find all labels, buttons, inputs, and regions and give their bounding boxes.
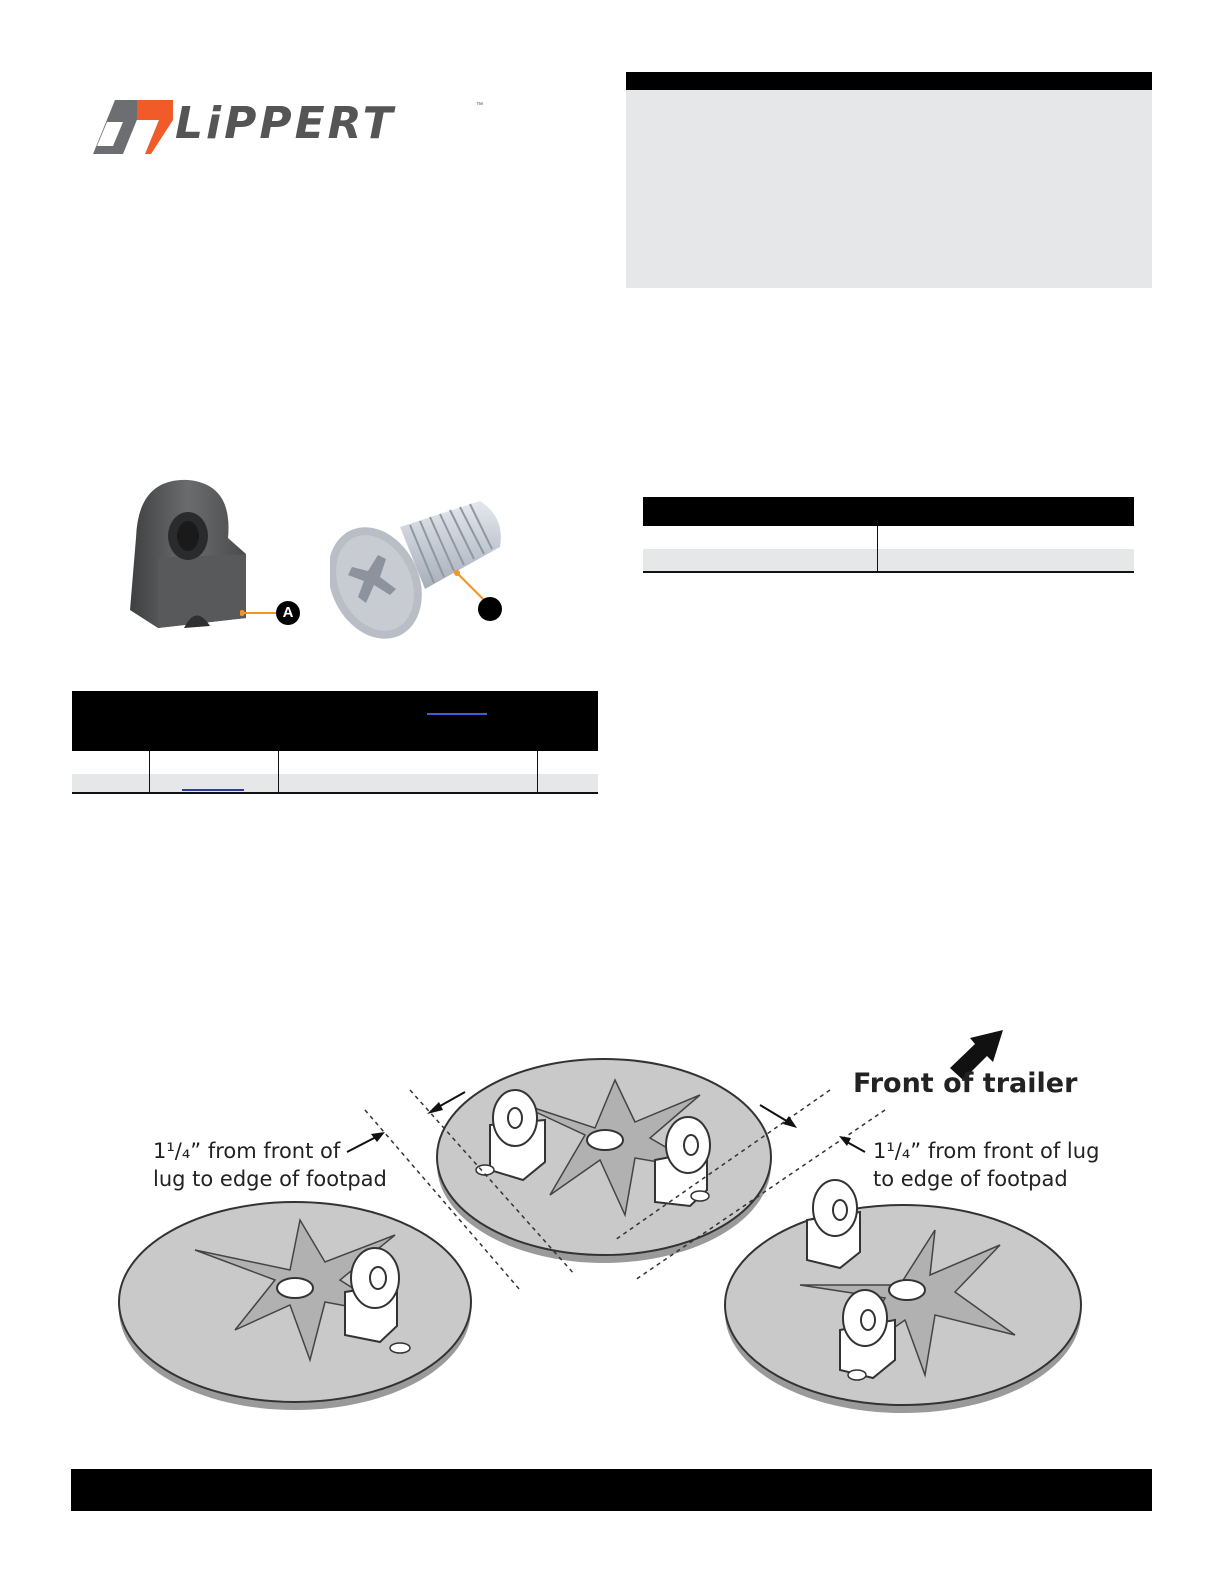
tools-table-row-2: [643, 549, 1134, 573]
col-divider: [278, 751, 279, 774]
lippert-logo: [93, 96, 493, 158]
col-divider: [278, 774, 279, 792]
parts-table-header: [72, 691, 598, 751]
notice-box: [626, 90, 1152, 288]
notice-header-bar: [626, 72, 1152, 90]
left-footpad: [119, 1202, 471, 1410]
col-divider: [877, 526, 878, 549]
logo-wordmark: LiPPERT: [175, 98, 396, 149]
parts-table-colheads: [72, 751, 598, 775]
header-link-underline[interactable]: [427, 713, 487, 715]
footer-bar: [71, 1469, 1152, 1511]
tools-table-header: [643, 497, 1134, 526]
tools-table-row-1: [643, 526, 1134, 549]
right-footpad: [725, 1180, 1081, 1413]
front-of-trailer-label: Front of trailer: [853, 1068, 1078, 1099]
right-note-line1: 1¹/₄” from front of lug: [873, 1139, 1100, 1163]
left-note-line2: lug to edge of footpad: [153, 1167, 387, 1191]
parts-table-row: [72, 774, 598, 794]
col-divider: [149, 774, 150, 792]
lippert-logo-mark: [93, 96, 173, 158]
callout-a-badge: A: [276, 601, 300, 625]
col-divider: [877, 549, 878, 571]
left-note-line1: 1¹/₄” from front of: [153, 1139, 341, 1163]
right-note-line2: to edge of footpad: [873, 1167, 1068, 1191]
col-divider: [537, 774, 538, 792]
logo-trademark: ™: [476, 102, 483, 109]
col-divider: [537, 751, 538, 774]
part-number-link[interactable]: [182, 789, 244, 791]
footpad-diagram: [95, 1030, 1120, 1430]
right-lug-rear: [807, 1180, 860, 1268]
col-divider: [149, 751, 150, 774]
callout-b-badge: [478, 597, 502, 621]
